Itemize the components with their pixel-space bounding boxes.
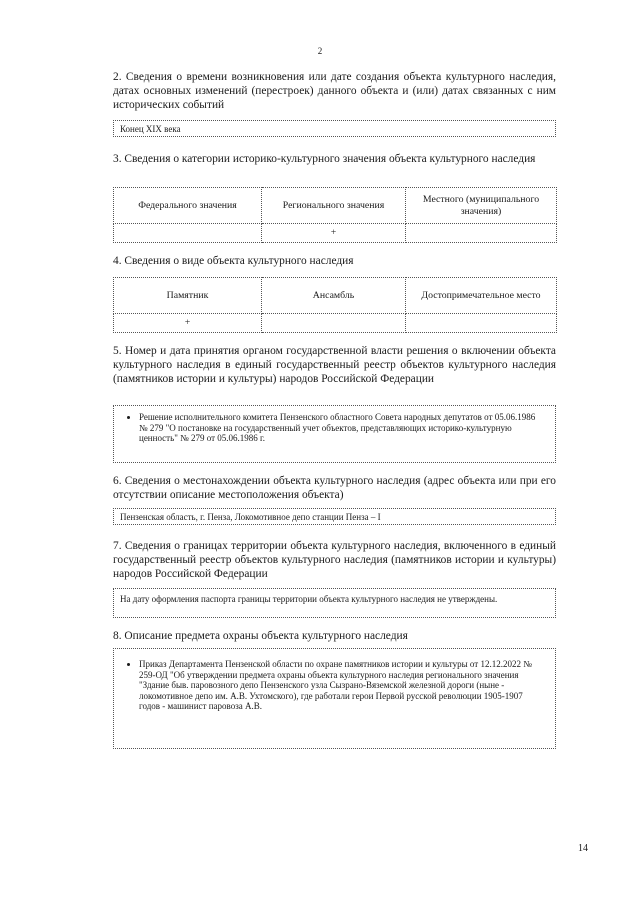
column-header: Ансамбль <box>262 278 406 314</box>
list-item: • Приказ Департамента Пензенской области по охране памятников истории и культуры от 12.12.2022 № 259-ОД "Об утверждении предмета охраны объекта культурного наследия регионального значения "Здание быв. паровозного депо Пензенского узла Сызрано-Вяземской железной дороги (ныне - локомотивное депо им. А.В. Ухтомского), где работали герои Первой русской революции 1905-1907 годов - машинист паровоза А.В. <box>139 659 537 712</box>
section-5-list <box>126 412 537 444</box>
table-cell <box>406 224 557 243</box>
column-header: Памятник <box>114 278 262 314</box>
section-8-heading: 8. Описание предмета охраны объекта культурного наследия <box>113 630 408 642</box>
section-5-heading: 5. Номер и дата принятия органом государственной власти решения о включении объекта культурного наследия в единый государственный реестр объектов культурного наследия (памятников истории и культуры) народов Российской Федерации <box>113 345 556 386</box>
table-cell: + <box>114 314 262 333</box>
column-header: Регионального значения <box>262 188 406 224</box>
column-header: Местного (муниципального значения) <box>406 188 557 224</box>
section-3-heading: 3. Сведения о категории историко-культурного значения объекта культурного наследия <box>113 153 536 165</box>
table-row <box>114 224 557 243</box>
section-7-heading: 7. Сведения о границах территории объекта культурного наследия, включенного в единый государственный реестр объектов культурного наследия (памятников истории и культуры) народов Российской Федерации <box>113 540 556 581</box>
list-item: • Решение исполнительного комитета Пензенского областного Совета народных депутатов от 05.06.1986 № 279 "О постановке на государственный учет объектов, представляющих историко-культурную ценность" № 279 от 05.06.1986 г. <box>139 412 537 444</box>
section-2-value-box <box>113 120 556 137</box>
table-header-row <box>114 278 557 314</box>
column-header: Достопримечательное место <box>406 278 557 314</box>
table-cell <box>114 224 262 243</box>
table-cell <box>262 314 406 333</box>
section-4-table <box>113 277 557 333</box>
section-6-heading: 6. Сведения о местонахождении объекта культурного наследия (адрес объекта или при его отсутствии описание местоположения объекта) <box>113 475 556 502</box>
page-number: 14 <box>578 843 588 854</box>
table-row <box>114 314 557 333</box>
page-top-number: 2 <box>317 46 323 56</box>
section-6-value-box <box>113 508 556 525</box>
section-2-value: Конец XIX века <box>120 124 181 134</box>
section-5-box <box>113 405 556 463</box>
table-cell: + <box>262 224 406 243</box>
section-7-value-box <box>113 588 556 618</box>
section-8-list <box>126 659 537 712</box>
section-3-table <box>113 187 557 243</box>
table-header-row <box>114 188 557 224</box>
section-8-box <box>113 648 556 749</box>
column-header: Федерального значения <box>114 188 262 224</box>
section-2-heading: 2. Сведения о времени возникновения или дате создания объекта культурного наследия, датах основных изменений (перестроек) данного объекта и (или) датах связанных с ним исторических событий <box>113 71 556 112</box>
section-7-value: На дату оформления паспорта границы территории объекта культурного наследия не утверждены. <box>120 594 498 604</box>
section-6-value: Пензенская область, г. Пенза, Локомотивное депо станции Пенза – I <box>120 512 381 522</box>
section-4-heading: 4. Сведения о виде объекта культурного наследия <box>113 255 354 267</box>
table-cell <box>406 314 557 333</box>
